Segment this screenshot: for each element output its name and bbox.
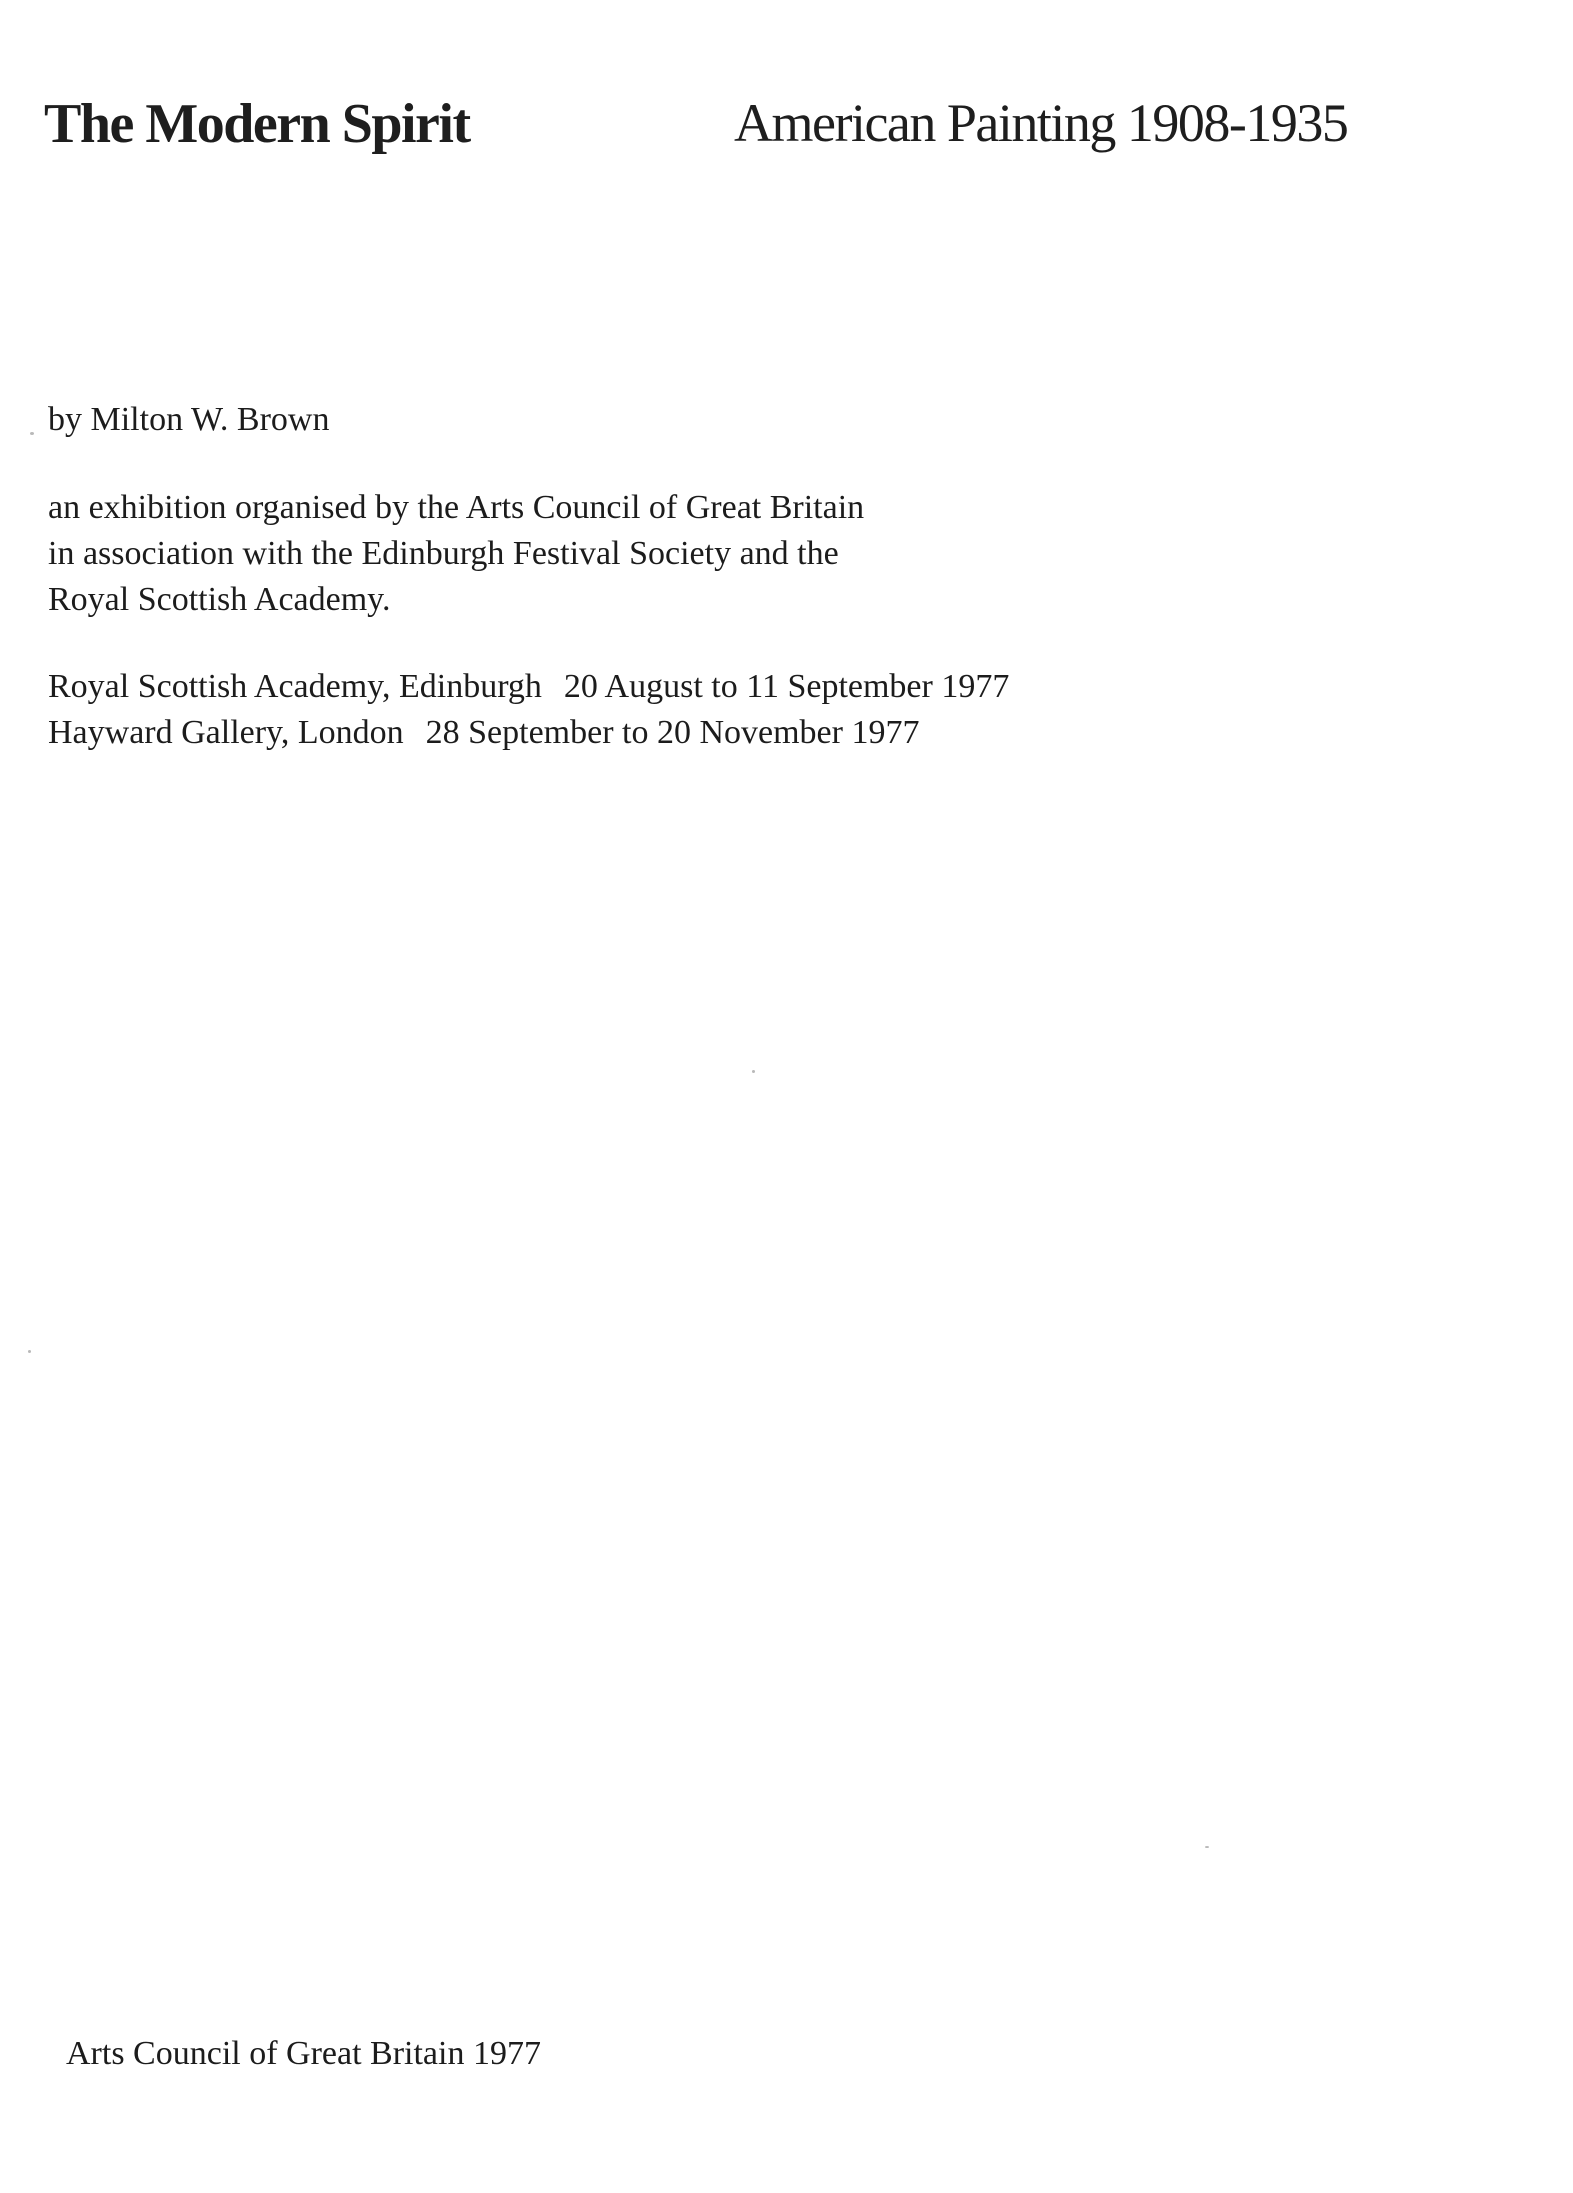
paper-speck [1205, 1846, 1209, 1848]
book-title: The Modern Spirit [44, 93, 470, 155]
venue-dates: 28 September to 20 November 1977 [425, 714, 920, 751]
organiser-line: Royal Scottish Academy. [48, 581, 391, 618]
venue-entry [48, 710, 1009, 756]
author-line: by Milton W. Brown [48, 401, 330, 438]
venue-dates: 20 August to 11 September 1977 [563, 668, 1010, 705]
publisher-imprint: Arts Council of Great Britain 1977 [66, 2035, 541, 2072]
paper-speck [28, 1350, 31, 1353]
organiser-statement [48, 485, 864, 623]
venue-entry [48, 664, 1009, 710]
venue-name: Royal Scottish Academy, Edinburgh [48, 668, 542, 705]
paper-speck [752, 1070, 755, 1073]
venue-name: Hayward Gallery, London [48, 714, 404, 751]
paper-speck [30, 432, 34, 435]
book-subtitle: American Painting 1908-1935 [734, 93, 1348, 153]
organiser-line: in association with the Edinburgh Festival Society and the [48, 535, 839, 572]
organiser-line: an exhibition organised by the Arts Council of Great Britain [48, 489, 865, 526]
venue-list [48, 664, 1009, 756]
